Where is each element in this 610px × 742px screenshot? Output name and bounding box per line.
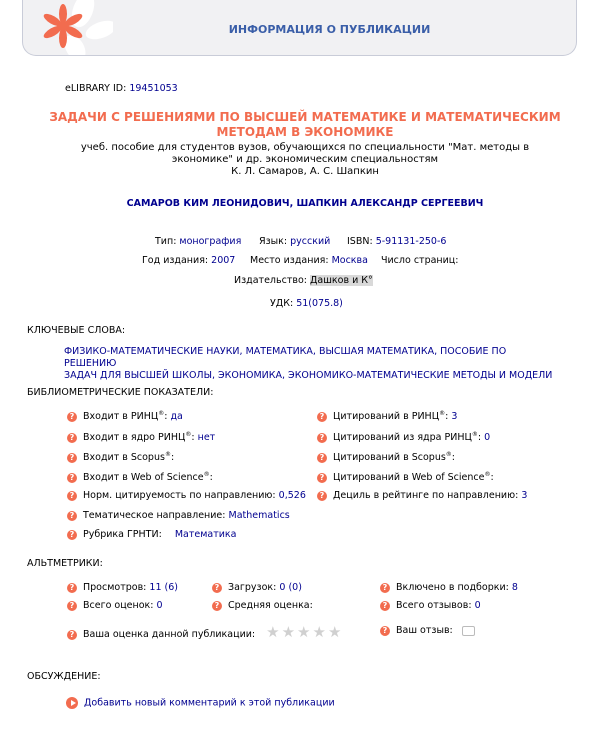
biblio-rinc-in: ? Входит в РИНЦ®: да	[67, 410, 183, 422]
help-icon[interactable]: ?	[67, 433, 77, 443]
help-icon[interactable]: ?	[380, 583, 390, 593]
page-header	[22, 0, 577, 56]
biblio-scopus-in: ? Входит в Scopus®:	[67, 451, 174, 463]
meta-type	[155, 236, 241, 247]
keywords-line-2[interactable]: ЗАДАЧ ДЛЯ ВЫСШЕЙ ШКОЛЫ, ЭКОНОМИКА, ЭКОНОМИКО-МАТЕМАТИЧЕСКИЕ МЕТОДЫ И МОДЕЛИ	[64, 370, 553, 381]
biblio-decile: ? Дециль в рейтинге по направлению: 3	[317, 490, 527, 501]
subtitle-line-3: К. Л. Самаров, А. С. Шапкин	[231, 166, 379, 177]
authors-link[interactable]: САМАРОВ КИМ ЛЕОНИДОВИЧ, ШАПКИН АЛЕКСАНДР СЕРГЕЕВИЧ	[126, 198, 484, 209]
publication-subtitle	[40, 142, 570, 178]
meta-year	[142, 255, 235, 266]
biblio-cit-wos: ? Цитирований в Web of Science®:	[317, 471, 494, 483]
biblio-heading: БИБЛИОМЕТРИЧЕСКИЕ ПОКАЗАТЕЛИ:	[27, 387, 214, 398]
help-icon[interactable]: ?	[67, 583, 77, 593]
alt-your-review: ? Ваш отзыв:	[380, 625, 475, 636]
pages-label: Число страниц:	[381, 255, 459, 266]
isbn-value: 5-91131-250-6	[375, 236, 447, 247]
meta-publisher	[234, 275, 373, 286]
biblio-rinc-core: ? Входит в ядро РИНЦ®: нет	[67, 431, 215, 443]
alt-avg: ? Средняя оценка:	[212, 600, 313, 611]
alt-ratings: ? Всего оценок: 0	[67, 600, 163, 611]
year-label: Год издания:	[142, 255, 209, 266]
elibrary-id-value: 19451053	[129, 83, 178, 94]
publisher-value: Дашков и К°	[310, 275, 373, 286]
meta-isbn	[347, 236, 446, 247]
keywords-heading: КЛЮЧЕВЫЕ СЛОВА:	[27, 325, 126, 336]
elibrary-id-label: eLIBRARY ID:	[65, 83, 127, 94]
help-icon[interactable]: ?	[67, 491, 77, 501]
keywords-line-1[interactable]: ФИЗИКО-МАТЕМАТИЧЕСКИЕ НАУКИ, МАТЕМАТИКА, ВЫСШАЯ МАТЕМАТИКА, ПОСОБИЕ ПО РЕШЕНИЮ	[64, 346, 507, 369]
type-value: монография	[179, 236, 242, 247]
meta-place	[250, 255, 368, 266]
help-icon[interactable]: ?	[317, 453, 327, 463]
help-icon[interactable]: ?	[317, 433, 327, 443]
meta-pages	[381, 255, 458, 266]
biblio-wos-in: ? Входит в Web of Science®:	[67, 471, 213, 483]
publication-title	[40, 110, 570, 140]
help-icon[interactable]: ?	[67, 473, 77, 483]
alt-downloads: ? Загрузок: 0 (0)	[212, 582, 302, 593]
title-line-2: МЕТОДАМ В ЭКОНОМИКЕ	[216, 125, 394, 139]
comment-bubble-icon[interactable]	[462, 626, 475, 636]
header-title: ИНФОРМАЦИЯ О ПУБЛИКАЦИИ	[228, 23, 431, 36]
meta-language	[259, 236, 330, 247]
biblio-cit-rinc: ? Цитирований в РИНЦ®: 3	[317, 410, 457, 422]
help-icon[interactable]: ?	[317, 412, 327, 422]
language-label: Язык:	[259, 236, 288, 247]
help-icon[interactable]: ?	[67, 630, 77, 640]
help-icon[interactable]: ?	[380, 601, 390, 611]
udk-value: 51(075.8)	[296, 298, 343, 309]
isbn-label: ISBN:	[347, 236, 373, 247]
alt-reviews: ? Всего отзывов: 0	[380, 600, 481, 611]
play-arrow-icon[interactable]	[66, 697, 78, 709]
biblio-theme: ? Тематическое направление: Mathematics	[67, 510, 290, 521]
meta-udk	[270, 298, 343, 309]
biblio-norm-cit: ? Норм. цитируемость по направлению: 0,526	[67, 490, 306, 501]
help-icon[interactable]: ?	[212, 583, 222, 593]
elibrary-id	[65, 83, 178, 94]
help-icon[interactable]: ?	[67, 453, 77, 463]
subtitle-line-1: учеб. пособие для студентов вузов, обучающихся по специальности "Мат. методы в	[80, 142, 530, 153]
help-icon[interactable]: ?	[212, 601, 222, 611]
udk-label: УДК:	[270, 298, 294, 309]
alt-collections: ? Включено в подборки: 8	[380, 582, 518, 593]
publisher-label: Издательство:	[234, 275, 307, 286]
help-icon[interactable]: ?	[317, 491, 327, 501]
help-icon[interactable]: ?	[67, 412, 77, 422]
keywords-list[interactable]	[64, 346, 554, 382]
help-icon[interactable]: ?	[67, 511, 77, 521]
place-value: Москва	[331, 255, 368, 266]
year-value: 2007	[211, 255, 236, 266]
alt-your-rating: ? Ваша оценка данной публикации: ★★★★★	[67, 623, 343, 641]
biblio-grnti: ? Рубрика ГРНТИ: Математика	[67, 529, 236, 540]
help-icon[interactable]: ?	[67, 601, 77, 611]
discussion-heading: ОБСУЖДЕНИЕ:	[27, 671, 101, 682]
altmetrics-heading: АЛЬТМЕТРИКИ:	[27, 558, 103, 569]
add-comment-link[interactable]: Добавить новый комментарий к этой публикации	[66, 697, 335, 709]
help-icon[interactable]: ?	[67, 530, 77, 540]
type-label: Тип:	[155, 236, 177, 247]
place-label: Место издания:	[250, 255, 329, 266]
language-value: русский	[290, 236, 331, 247]
help-icon[interactable]: ?	[380, 626, 390, 636]
alt-views: ? Просмотров: 11 (6)	[67, 582, 178, 593]
title-line-1: ЗАДАЧИ С РЕШЕНИЯМИ ПО ВЫСШЕЙ МАТЕМАТИКЕ И МАТЕМАТИЧЕСКИМ	[49, 110, 561, 124]
rating-stars[interactable]: ★★★★★	[266, 623, 344, 641]
subtitle-line-2: экономике" и др. экономическим специальностям	[171, 154, 439, 165]
biblio-cit-core: ? Цитирований из ядра РИНЦ®: 0	[317, 431, 490, 443]
help-icon[interactable]: ?	[317, 473, 327, 483]
biblio-cit-scopus: ? Цитирований в Scopus®:	[317, 451, 455, 463]
